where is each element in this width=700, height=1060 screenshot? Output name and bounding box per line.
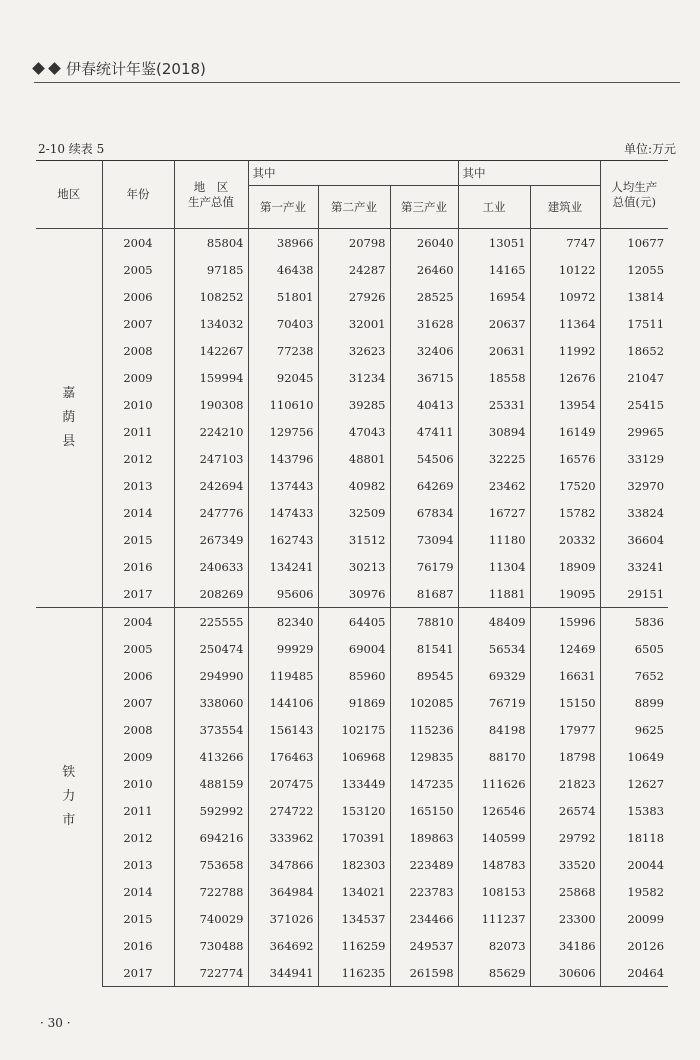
table-row	[36, 445, 668, 472]
industry-cell: 30894	[458, 418, 530, 445]
per-capita-cell: 5836	[600, 608, 668, 636]
per-capita-cell: 33824	[600, 499, 668, 526]
tertiary-cell: 26040	[390, 229, 458, 257]
industry-cell: 16727	[458, 499, 530, 526]
tertiary-cell: 64269	[390, 472, 458, 499]
industry-cell: 88170	[458, 743, 530, 770]
per-capita-cell: 20044	[600, 851, 668, 878]
per-capita-cell: 6505	[600, 635, 668, 662]
primary-cell: 110610	[248, 391, 318, 418]
table-row	[36, 635, 668, 662]
gdp-cell: 294990	[174, 662, 248, 689]
industry-cell: 84198	[458, 716, 530, 743]
year-cell: 2017	[102, 959, 174, 987]
primary-cell: 347866	[248, 851, 318, 878]
primary-cell: 77238	[248, 337, 318, 364]
table-row	[36, 229, 668, 257]
primary-cell: 144106	[248, 689, 318, 716]
gdp-cell: 247776	[174, 499, 248, 526]
primary-cell: 38966	[248, 229, 318, 257]
gdp-cell: 592992	[174, 797, 248, 824]
industry-cell: 56534	[458, 635, 530, 662]
industry-cell: 20637	[458, 310, 530, 337]
industry-cell: 23462	[458, 472, 530, 499]
primary-cell: 119485	[248, 662, 318, 689]
secondary-cell: 32623	[318, 337, 390, 364]
per-capita-cell: 20126	[600, 932, 668, 959]
tertiary-cell: 115236	[390, 716, 458, 743]
industry-cell: 48409	[458, 608, 530, 636]
running-head	[34, 58, 206, 79]
primary-cell: 333962	[248, 824, 318, 851]
construction-cell: 20332	[530, 526, 600, 553]
table-row	[36, 770, 668, 797]
per-capita-cell: 10677	[600, 229, 668, 257]
col-industry: 工业	[458, 186, 530, 229]
primary-cell: 134241	[248, 553, 318, 580]
secondary-cell: 31512	[318, 526, 390, 553]
gdp-cell: 722788	[174, 878, 248, 905]
primary-cell: 95606	[248, 580, 318, 608]
per-capita-cell: 20099	[600, 905, 668, 932]
table-row	[36, 932, 668, 959]
per-capita-cell: 12055	[600, 256, 668, 283]
secondary-cell: 27926	[318, 283, 390, 310]
primary-cell: 274722	[248, 797, 318, 824]
industry-cell: 25331	[458, 391, 530, 418]
secondary-cell: 69004	[318, 635, 390, 662]
col-of-which-sectors: 其中	[248, 161, 458, 186]
table-body	[36, 229, 668, 987]
construction-cell: 17977	[530, 716, 600, 743]
secondary-cell: 39285	[318, 391, 390, 418]
year-cell: 2005	[102, 256, 174, 283]
industry-cell: 11180	[458, 526, 530, 553]
construction-cell: 25868	[530, 878, 600, 905]
per-capita-cell: 33129	[600, 445, 668, 472]
primary-cell: 162743	[248, 526, 318, 553]
per-capita-cell: 18652	[600, 337, 668, 364]
construction-cell: 29792	[530, 824, 600, 851]
primary-cell: 176463	[248, 743, 318, 770]
industry-cell: 18558	[458, 364, 530, 391]
tertiary-cell: 234466	[390, 905, 458, 932]
gdp-cell: 730488	[174, 932, 248, 959]
year-cell: 2007	[102, 689, 174, 716]
table-row	[36, 553, 668, 580]
per-capita-cell: 19582	[600, 878, 668, 905]
table-row	[36, 824, 668, 851]
secondary-cell: 182303	[318, 851, 390, 878]
gdp-cell: 753658	[174, 851, 248, 878]
per-capita-cell: 15383	[600, 797, 668, 824]
construction-cell: 16149	[530, 418, 600, 445]
per-capita-cell: 29965	[600, 418, 668, 445]
primary-cell: 129756	[248, 418, 318, 445]
year-cell: 2012	[102, 445, 174, 472]
construction-cell: 21823	[530, 770, 600, 797]
per-capita-cell: 7652	[600, 662, 668, 689]
per-capita-cell: 13814	[600, 283, 668, 310]
gdp-cell: 208269	[174, 580, 248, 608]
table-row	[36, 878, 668, 905]
primary-cell: 143796	[248, 445, 318, 472]
per-capita-cell: 25415	[600, 391, 668, 418]
gdp-cell: 267349	[174, 526, 248, 553]
construction-cell: 18909	[530, 553, 600, 580]
industry-cell: 11304	[458, 553, 530, 580]
construction-cell: 11364	[530, 310, 600, 337]
gdp-cell: 740029	[174, 905, 248, 932]
table-row	[36, 608, 668, 636]
primary-cell: 364984	[248, 878, 318, 905]
primary-cell: 147433	[248, 499, 318, 526]
table-row	[36, 797, 668, 824]
table-row	[36, 283, 668, 310]
construction-cell: 13954	[530, 391, 600, 418]
primary-cell: 364692	[248, 932, 318, 959]
construction-cell: 10972	[530, 283, 600, 310]
col-tertiary: 第三产业	[390, 186, 458, 229]
per-capita-cell: 12627	[600, 770, 668, 797]
year-cell: 2016	[102, 932, 174, 959]
primary-cell: 51801	[248, 283, 318, 310]
primary-cell: 82340	[248, 608, 318, 636]
region-name-cell	[36, 608, 102, 987]
construction-cell: 30606	[530, 959, 600, 987]
secondary-cell: 102175	[318, 716, 390, 743]
per-capita-cell: 18118	[600, 824, 668, 851]
gdp-cell: 694216	[174, 824, 248, 851]
tertiary-cell: 189863	[390, 824, 458, 851]
table-row	[36, 418, 668, 445]
diamond-icon	[32, 62, 45, 75]
primary-cell: 70403	[248, 310, 318, 337]
gdp-cell: 108252	[174, 283, 248, 310]
industry-cell: 13051	[458, 229, 530, 257]
col-gdp: 地 区 生产总值	[174, 161, 248, 229]
construction-cell: 16576	[530, 445, 600, 472]
year-cell: 2010	[102, 391, 174, 418]
tertiary-cell: 223489	[390, 851, 458, 878]
col-construction: 建筑业	[530, 186, 600, 229]
gdp-table	[36, 160, 668, 987]
construction-cell: 7747	[530, 229, 600, 257]
table-row	[36, 580, 668, 608]
industry-cell: 148783	[458, 851, 530, 878]
construction-cell: 11992	[530, 337, 600, 364]
per-capita-cell: 33241	[600, 553, 668, 580]
per-capita-cell: 21047	[600, 364, 668, 391]
diamond-icon	[48, 62, 61, 75]
industry-cell: 20631	[458, 337, 530, 364]
table-row	[36, 526, 668, 553]
industry-cell: 111626	[458, 770, 530, 797]
tertiary-cell: 67834	[390, 499, 458, 526]
table-row	[36, 364, 668, 391]
tertiary-cell: 129835	[390, 743, 458, 770]
construction-cell: 15782	[530, 499, 600, 526]
secondary-cell: 64405	[318, 608, 390, 636]
secondary-cell: 47043	[318, 418, 390, 445]
year-cell: 2017	[102, 580, 174, 608]
gdp-cell: 190308	[174, 391, 248, 418]
secondary-cell: 170391	[318, 824, 390, 851]
col-per-capita: 人均生产 总值(元)	[600, 161, 668, 229]
table-row	[36, 256, 668, 283]
industry-cell: 32225	[458, 445, 530, 472]
tertiary-cell: 28525	[390, 283, 458, 310]
industry-cell: 69329	[458, 662, 530, 689]
gdp-cell: 722774	[174, 959, 248, 987]
table-row	[36, 716, 668, 743]
tertiary-cell: 249537	[390, 932, 458, 959]
industry-cell: 126546	[458, 797, 530, 824]
tertiary-cell: 40413	[390, 391, 458, 418]
secondary-cell: 91869	[318, 689, 390, 716]
year-cell: 2008	[102, 337, 174, 364]
table-row	[36, 337, 668, 364]
gdp-cell: 250474	[174, 635, 248, 662]
construction-cell: 33520	[530, 851, 600, 878]
secondary-cell: 30213	[318, 553, 390, 580]
industry-cell: 16954	[458, 283, 530, 310]
secondary-cell: 30976	[318, 580, 390, 608]
year-cell: 2012	[102, 824, 174, 851]
tertiary-cell: 47411	[390, 418, 458, 445]
year-cell: 2011	[102, 797, 174, 824]
gdp-cell: 97185	[174, 256, 248, 283]
year-cell: 2014	[102, 878, 174, 905]
gdp-cell: 338060	[174, 689, 248, 716]
yearbook-title: 伊春统计年鉴(2018)	[66, 60, 206, 78]
industry-cell: 140599	[458, 824, 530, 851]
construction-cell: 23300	[530, 905, 600, 932]
per-capita-cell: 17511	[600, 310, 668, 337]
tertiary-cell: 81541	[390, 635, 458, 662]
year-cell: 2013	[102, 472, 174, 499]
year-cell: 2008	[102, 716, 174, 743]
col-primary: 第一产业	[248, 186, 318, 229]
region-name-cell	[36, 229, 102, 608]
secondary-cell: 40982	[318, 472, 390, 499]
secondary-cell: 48801	[318, 445, 390, 472]
year-cell: 2004	[102, 229, 174, 257]
per-capita-cell: 29151	[600, 580, 668, 608]
construction-cell: 26574	[530, 797, 600, 824]
region-name: 铁力市	[62, 765, 76, 829]
industry-cell: 76719	[458, 689, 530, 716]
gdp-cell: 488159	[174, 770, 248, 797]
industry-cell: 14165	[458, 256, 530, 283]
tertiary-cell: 261598	[390, 959, 458, 987]
gdp-cell: 242694	[174, 472, 248, 499]
primary-cell: 207475	[248, 770, 318, 797]
table-caption: 2-10 续表 5	[38, 142, 105, 156]
primary-cell: 137443	[248, 472, 318, 499]
primary-cell: 371026	[248, 905, 318, 932]
table-row	[36, 499, 668, 526]
tertiary-cell: 89545	[390, 662, 458, 689]
year-cell: 2006	[102, 662, 174, 689]
tertiary-cell: 165150	[390, 797, 458, 824]
year-cell: 2005	[102, 635, 174, 662]
year-cell: 2006	[102, 283, 174, 310]
industry-cell: 82073	[458, 932, 530, 959]
tertiary-cell: 54506	[390, 445, 458, 472]
secondary-cell: 32001	[318, 310, 390, 337]
year-cell: 2013	[102, 851, 174, 878]
secondary-cell: 116235	[318, 959, 390, 987]
year-cell: 2016	[102, 553, 174, 580]
gdp-cell: 85804	[174, 229, 248, 257]
gdp-cell: 247103	[174, 445, 248, 472]
per-capita-cell: 36604	[600, 526, 668, 553]
secondary-cell: 134537	[318, 905, 390, 932]
gdp-cell: 413266	[174, 743, 248, 770]
gdp-cell: 134032	[174, 310, 248, 337]
construction-cell: 12469	[530, 635, 600, 662]
col-region: 地区	[36, 161, 102, 229]
year-cell: 2010	[102, 770, 174, 797]
industry-cell: 111237	[458, 905, 530, 932]
tertiary-cell: 78810	[390, 608, 458, 636]
industry-cell: 11881	[458, 580, 530, 608]
tertiary-cell: 81687	[390, 580, 458, 608]
tertiary-cell: 31628	[390, 310, 458, 337]
secondary-cell: 20798	[318, 229, 390, 257]
gdp-cell: 159994	[174, 364, 248, 391]
secondary-cell: 153120	[318, 797, 390, 824]
year-cell: 2011	[102, 418, 174, 445]
table-row	[36, 689, 668, 716]
page-number: · 30 ·	[40, 1016, 71, 1030]
table-row	[36, 472, 668, 499]
year-cell: 2014	[102, 499, 174, 526]
table-row	[36, 743, 668, 770]
year-cell: 2004	[102, 608, 174, 636]
table-row	[36, 905, 668, 932]
header-rule	[34, 82, 680, 83]
gdp-cell: 373554	[174, 716, 248, 743]
construction-cell: 10122	[530, 256, 600, 283]
table-unit: 单位:万元	[623, 142, 676, 156]
primary-cell: 92045	[248, 364, 318, 391]
year-cell: 2015	[102, 526, 174, 553]
secondary-cell: 24287	[318, 256, 390, 283]
table-header	[36, 161, 668, 229]
tertiary-cell: 102085	[390, 689, 458, 716]
construction-cell: 34186	[530, 932, 600, 959]
table-row	[36, 959, 668, 987]
table-row	[36, 851, 668, 878]
secondary-cell: 116259	[318, 932, 390, 959]
per-capita-cell: 32970	[600, 472, 668, 499]
construction-cell: 17520	[530, 472, 600, 499]
construction-cell: 18798	[530, 743, 600, 770]
gdp-cell: 224210	[174, 418, 248, 445]
tertiary-cell: 76179	[390, 553, 458, 580]
construction-cell: 12676	[530, 364, 600, 391]
year-cell: 2009	[102, 364, 174, 391]
secondary-cell: 32509	[318, 499, 390, 526]
per-capita-cell: 20464	[600, 959, 668, 987]
year-cell: 2007	[102, 310, 174, 337]
construction-cell: 16631	[530, 662, 600, 689]
per-capita-cell: 8899	[600, 689, 668, 716]
secondary-cell: 133449	[318, 770, 390, 797]
primary-cell: 46438	[248, 256, 318, 283]
primary-cell: 344941	[248, 959, 318, 987]
year-cell: 2009	[102, 743, 174, 770]
per-capita-cell: 9625	[600, 716, 668, 743]
industry-cell: 108153	[458, 878, 530, 905]
gdp-cell: 225555	[174, 608, 248, 636]
tertiary-cell: 223783	[390, 878, 458, 905]
table-row	[36, 391, 668, 418]
gdp-cell: 240633	[174, 553, 248, 580]
construction-cell: 19095	[530, 580, 600, 608]
secondary-cell: 106968	[318, 743, 390, 770]
gdp-cell: 142267	[174, 337, 248, 364]
secondary-cell: 134021	[318, 878, 390, 905]
construction-cell: 15150	[530, 689, 600, 716]
col-year: 年份	[102, 161, 174, 229]
secondary-cell: 85960	[318, 662, 390, 689]
primary-cell: 99929	[248, 635, 318, 662]
col-secondary: 第二产业	[318, 186, 390, 229]
industry-cell: 85629	[458, 959, 530, 987]
table-row	[36, 662, 668, 689]
tertiary-cell: 36715	[390, 364, 458, 391]
secondary-cell: 31234	[318, 364, 390, 391]
tertiary-cell: 73094	[390, 526, 458, 553]
primary-cell: 156143	[248, 716, 318, 743]
tertiary-cell: 147235	[390, 770, 458, 797]
region-name: 嘉荫县	[62, 386, 76, 449]
col-of-which-secondary: 其中	[458, 161, 600, 186]
table-row	[36, 310, 668, 337]
tertiary-cell: 32406	[390, 337, 458, 364]
per-capita-cell: 10649	[600, 743, 668, 770]
construction-cell: 15996	[530, 608, 600, 636]
tertiary-cell: 26460	[390, 256, 458, 283]
year-cell: 2015	[102, 905, 174, 932]
